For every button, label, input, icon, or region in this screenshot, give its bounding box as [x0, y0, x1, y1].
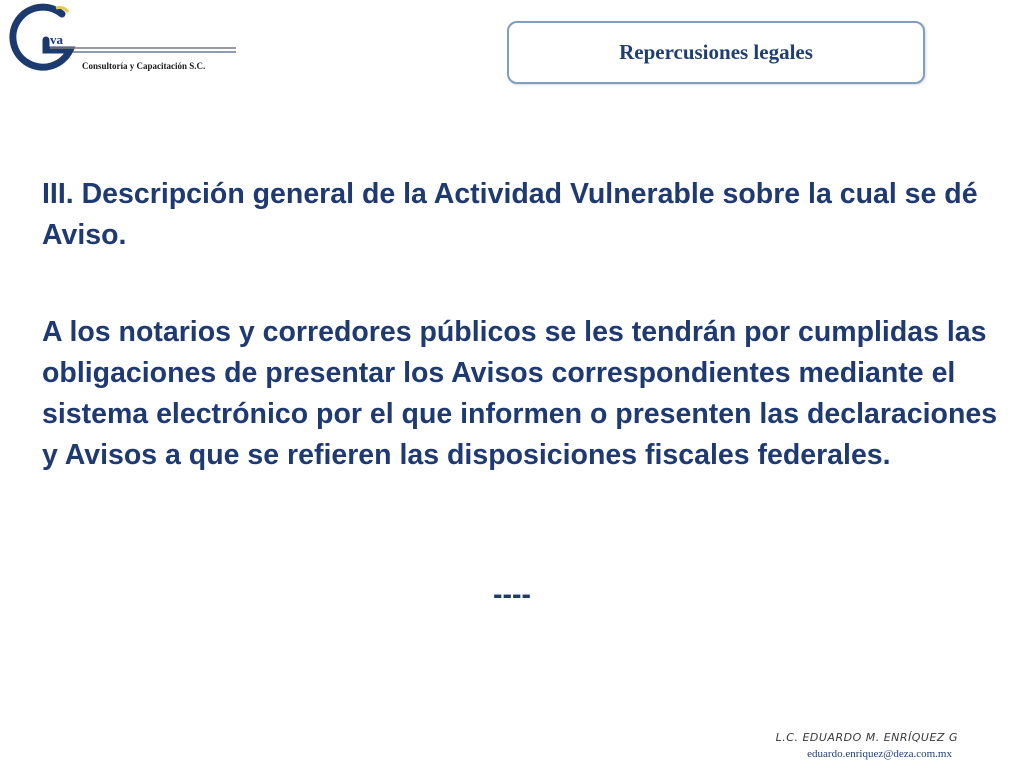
paragraph-body: A los notarios y corredores públicos se les tendrán por cumplidas las obligaciones de presentar los Avisos correspondientes mediante el sistema electrónico por el que informen o presenten las declaraciones y Avisos a que se refieren las disposiciones fiscales federales. [42, 316, 998, 471]
company-logo [0, 0, 250, 82]
footer-author-name: L.C. EDUARDO M. ENRÍQUEZ G [775, 731, 958, 744]
section-title: Repercusiones legales [619, 40, 813, 64]
separator-dashes: ---- [493, 579, 531, 611]
paragraph-section-heading: III. Descripción general de la Actividad Vulnerable sobre la cual se dé Aviso. [42, 178, 978, 251]
footer-email: eduardo.enriquez@deza.com.mx [807, 748, 952, 760]
logo-tagline: Consultoría y Capacitación S.C. [82, 61, 206, 71]
logo-initials: va [50, 32, 63, 47]
section-title-box [507, 21, 925, 84]
